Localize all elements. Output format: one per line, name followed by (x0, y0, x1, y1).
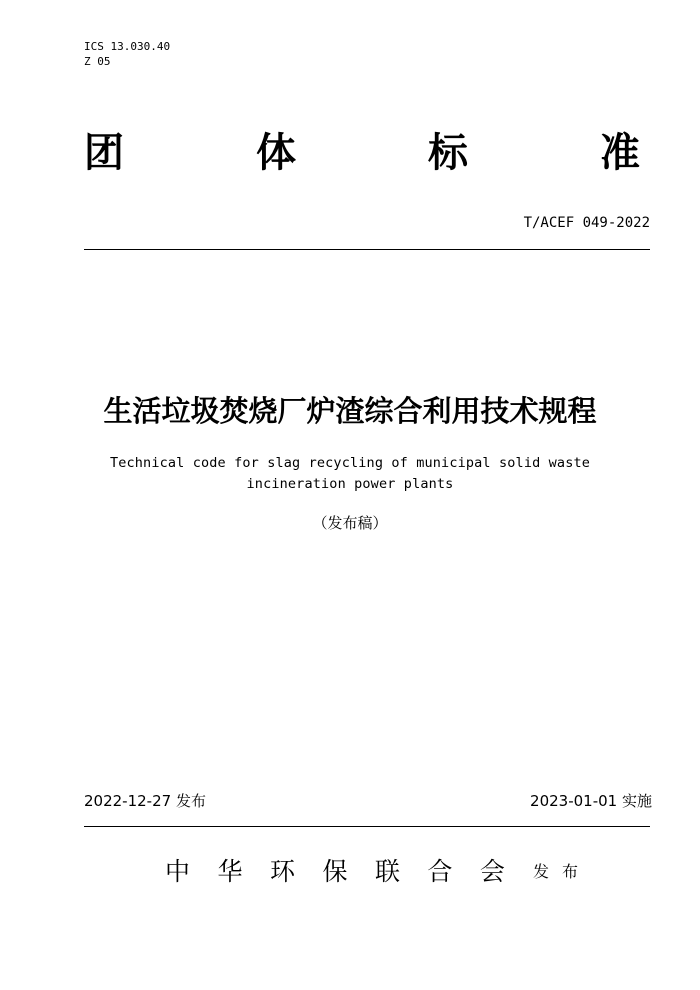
ccs-code: Z 05 (84, 55, 111, 68)
publish-action-char: 布 (561, 862, 578, 881)
draft-status: （发布稿） (312, 514, 388, 532)
publisher-char: 华 (217, 857, 243, 886)
issue-date: 2022-12-27 发布 (84, 792, 206, 810)
publisher-line (0, 855, 700, 889)
english-title: Technical code for slag recycling of municipal solid waste incineration power plants (109, 455, 591, 492)
ics-code: ICS 13.030.40 (84, 40, 171, 53)
publisher-char: 环 (269, 857, 295, 886)
standard-type-heading (84, 128, 640, 178)
publisher-char: 联 (374, 857, 400, 886)
publish-action (533, 860, 578, 884)
standard-type-char: 准 (600, 130, 640, 176)
standard-type-char: 团 (84, 130, 124, 176)
implementation-date: 2023-01-01 实施 (530, 792, 652, 810)
standard-type-char: 体 (256, 130, 296, 176)
standard-type-char: 标 (428, 130, 468, 176)
footer-divider (84, 826, 650, 827)
publisher-char: 保 (322, 857, 348, 886)
publisher-char: 会 (479, 857, 505, 886)
publisher-name (165, 855, 505, 889)
publisher-char: 中 (165, 857, 191, 886)
header-divider (84, 249, 650, 250)
publisher-char: 合 (427, 857, 453, 886)
standard-number: T/ACEF 049-2022 (523, 215, 650, 231)
chinese-title: 生活垃圾焚烧厂炉渣综合利用技术规程 (103, 394, 597, 428)
publish-action-char: 发 (533, 862, 550, 881)
